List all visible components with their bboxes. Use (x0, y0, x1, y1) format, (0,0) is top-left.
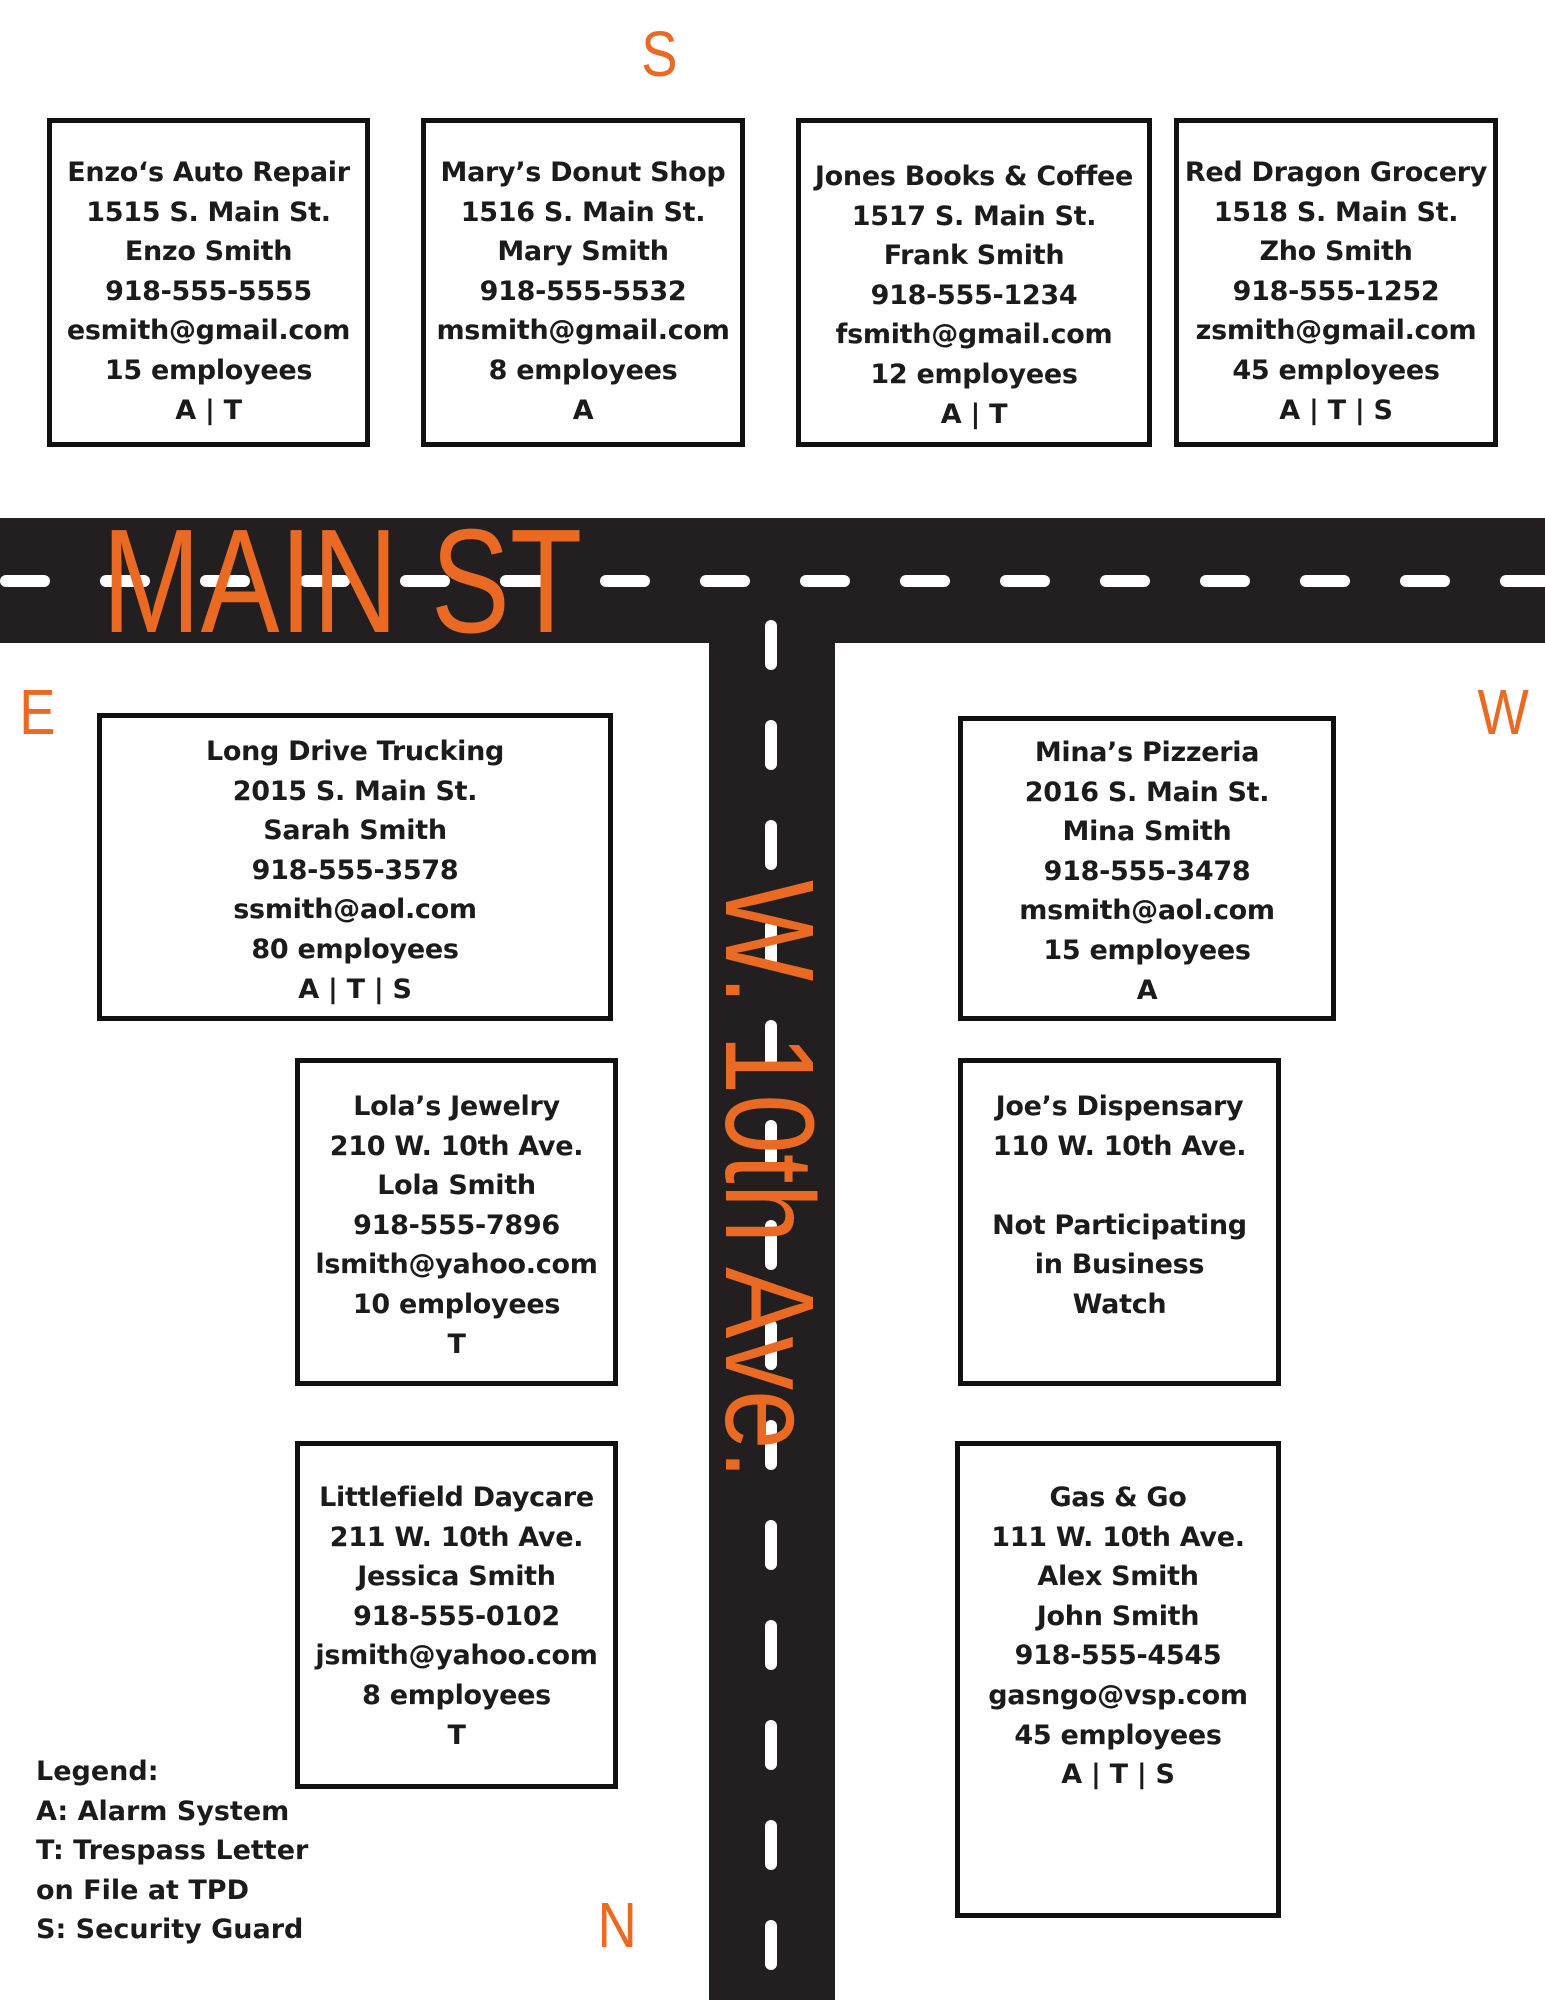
business-card-littlefield-daycare (295, 1441, 618, 1789)
business-address: 2015 S. Main St. (232, 775, 478, 807)
lane-dash (800, 575, 850, 587)
business-name: Jones Books & Coffee (814, 161, 1134, 192)
business-employees: 10 employees (352, 1288, 561, 1320)
lane-dash (765, 820, 777, 870)
business-contact: Sarah Smith (263, 815, 447, 847)
business-email: ssmith@aol.com (233, 894, 477, 926)
business-email: esmith@gmail.com (66, 315, 351, 347)
business-email: zsmith@gmail.com (1195, 315, 1477, 347)
legend-title: Legend: (36, 1756, 159, 1787)
business-address: 2016 S. Main St. (1024, 776, 1270, 808)
legend-item-security: S: Security Guard (36, 1914, 304, 1946)
lane-dash (900, 575, 950, 587)
business-address: 1515 S. Main St. (86, 196, 331, 228)
business-contact: Enzo Smith (124, 236, 293, 268)
business-employees: 45 employees (1232, 354, 1440, 386)
compass-west-label: W (1477, 676, 1529, 748)
business-email: msmith@aol.com (1019, 895, 1275, 927)
main-street-label: MAIN ST (102, 499, 583, 664)
business-name: Joe’s Dispensary (995, 1091, 1244, 1122)
business-address: 1518 S. Main St. (1213, 196, 1459, 228)
business-security-codes: A | T | S (1279, 394, 1393, 426)
business-contact: Lola Smith (377, 1170, 536, 1202)
lane-dash (765, 1720, 777, 1770)
business-employees: 15 employees (1043, 934, 1251, 966)
business-address: 210 W. 10th Ave. (329, 1130, 584, 1162)
business-card-minas-pizzeria (958, 716, 1336, 1021)
business-employees: 12 employees (870, 358, 1078, 390)
business-email: jsmith@yahoo.com (315, 1640, 598, 1672)
lane-dash (600, 575, 650, 587)
business-phone: 918-555-5532 (479, 275, 687, 307)
business-email: lsmith@yahoo.com (315, 1249, 598, 1281)
compass-south-label: S (641, 18, 678, 90)
business-phone: 918-555-3578 (251, 854, 459, 886)
business-employees: 45 employees (1014, 1719, 1222, 1751)
lane-dash (1100, 575, 1150, 587)
business-security-codes: A (572, 394, 594, 426)
legend-item-trespass-cont: on File at TPD (36, 1874, 249, 1906)
business-address: 110 W. 10th Ave. (992, 1130, 1247, 1162)
business-employees: 8 employees (362, 1679, 551, 1711)
lane-dash (1000, 575, 1050, 587)
lane-dash (765, 1620, 777, 1670)
business-employees: 80 employees (251, 933, 459, 965)
business-contact: Zho Smith (1259, 236, 1413, 268)
lane-dash (765, 1820, 777, 1870)
business-name: Gas & Go (1049, 1482, 1187, 1513)
lane-dash (1200, 575, 1250, 587)
business-status: Not Participating (992, 1209, 1247, 1241)
business-phone: 918-555-0102 (353, 1600, 560, 1632)
business-name: Mary’s Donut Shop (440, 157, 726, 188)
business-name: Mina’s Pizzeria (1034, 737, 1260, 768)
tenth-avenue-label: W. 10th Ave. (699, 880, 840, 1480)
business-employees: 8 employees (488, 354, 678, 386)
business-name: Lola’s Jewelry (353, 1091, 560, 1122)
business-security-codes: T (447, 1719, 466, 1751)
lane-dash (1500, 575, 1545, 587)
map-legend (36, 1752, 308, 1950)
compass-north-label: N (597, 1889, 637, 1961)
business-card-red-dragon-grocery (1174, 118, 1498, 447)
compass-east-label: E (19, 676, 56, 748)
business-employees: 15 employees (104, 354, 313, 386)
business-address: 111 W. 10th Ave. (991, 1521, 1245, 1553)
business-card-long-drive-trucking (97, 713, 613, 1021)
business-phone: 918-555-7896 (353, 1209, 560, 1241)
business-status: Watch (1072, 1288, 1167, 1320)
business-contact: John Smith (1036, 1600, 1200, 1632)
legend-item-trespass: T: Trespass Letter (36, 1835, 309, 1867)
lane-dash (1400, 575, 1450, 587)
business-name: Enzo‘s Auto Repair (67, 157, 350, 188)
business-phone: 918-555-1234 (870, 279, 1078, 311)
business-phone: 918-555-3478 (1043, 855, 1251, 887)
business-email: gasngo@vsp.com (988, 1679, 1248, 1711)
business-email: fsmith@gmail.com (835, 319, 1113, 351)
business-name: Long Drive Trucking (205, 736, 505, 767)
lane-dash (765, 1520, 777, 1570)
business-address: 1517 S. Main St. (851, 200, 1097, 232)
business-phone: 918-555-1252 (1232, 275, 1440, 307)
business-card-marys-donut-shop (421, 118, 745, 447)
business-phone: 918-555-5555 (105, 275, 312, 307)
lane-dash (765, 620, 777, 670)
lane-dash (765, 1920, 777, 1970)
business-security-codes: A | T (175, 394, 242, 426)
business-security-codes: A (1136, 974, 1158, 1006)
business-address: 211 W. 10th Ave. (329, 1521, 584, 1553)
legend-item-alarm: A: Alarm System (36, 1795, 290, 1827)
lane-dash (1300, 575, 1350, 587)
lane-dash (700, 575, 750, 587)
business-phone: 918-555-4545 (1014, 1640, 1222, 1672)
business-card-enzos-auto-repair (47, 118, 370, 447)
business-card-lolas-jewelry (295, 1058, 618, 1386)
business-contact: Alex Smith (1037, 1561, 1199, 1593)
business-contact: Frank Smith (883, 240, 1065, 272)
business-security-codes: A | T | S (1061, 1759, 1175, 1791)
business-card-jones-books-coffee (796, 118, 1152, 447)
lane-dash (0, 575, 50, 587)
business-name: Littlefield Daycare (319, 1482, 594, 1513)
business-email: msmith@gmail.com (436, 315, 730, 347)
business-status: in Business (1034, 1249, 1205, 1281)
business-card-gas-and-go (955, 1441, 1281, 1918)
business-contact: Jessica Smith (357, 1561, 556, 1593)
business-address: 1516 S. Main St. (460, 196, 706, 228)
business-contact: Mary Smith (497, 236, 669, 268)
business-security-codes: A | T | S (298, 973, 412, 1005)
business-card-joes-dispensary (958, 1058, 1281, 1386)
business-contact: Mina Smith (1062, 816, 1232, 848)
business-security-codes: T (447, 1328, 466, 1360)
business-security-codes: A | T (940, 398, 1008, 430)
lane-dash (765, 720, 777, 770)
business-name: Red Dragon Grocery (1184, 157, 1488, 188)
